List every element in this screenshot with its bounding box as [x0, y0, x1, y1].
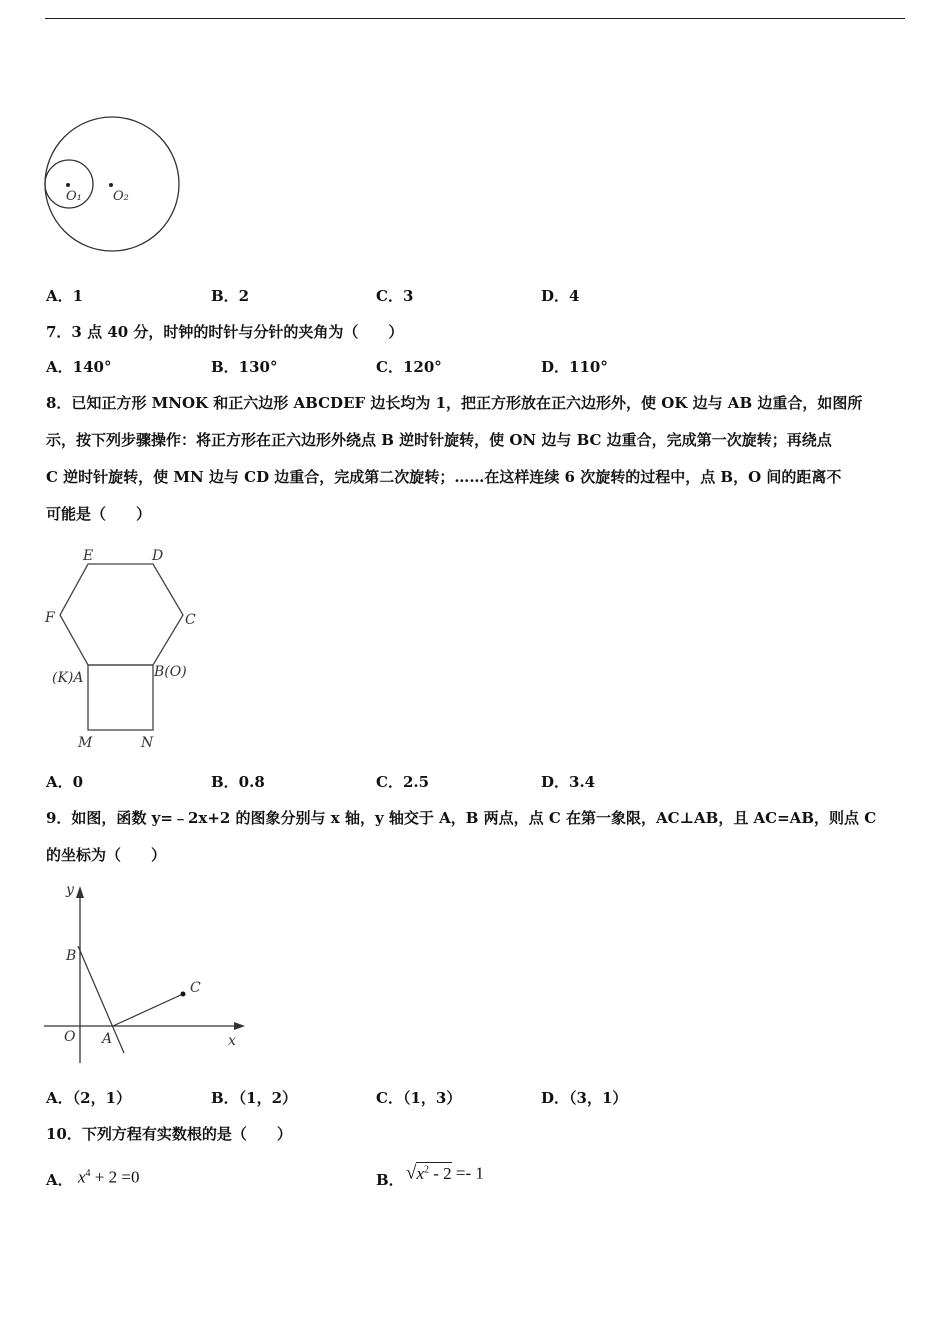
q10-a-rest: + 2 =0 [90, 1167, 140, 1187]
q10-b-rest: =- 1 [451, 1163, 484, 1183]
label-n: N [141, 735, 154, 751]
line-ab [78, 946, 124, 1053]
q10-b-radicand [416, 1162, 451, 1183]
q7-option-c[interactable]: C．120° [376, 358, 442, 376]
q10-a-var: x [78, 1167, 86, 1187]
q9-stem-line-1: 9．如图，函数 y=﹣2x+2 的图象分别与 x 轴，y 轴交于 A，B 两点，点 C 在第一象限，AC⊥AB，且 AC=AB，则点 C [46, 809, 877, 827]
q10-b-var: x [416, 1163, 424, 1183]
q9-option-a[interactable]: A．（2，1） [46, 1089, 132, 1107]
label-a: A [102, 1031, 113, 1047]
q10-a-exp: 4 [85, 1168, 91, 1179]
label-y: y [66, 882, 74, 898]
q8-hexagon-square-figure [40, 540, 210, 755]
q7-option-a[interactable]: A．140° [46, 358, 112, 376]
q7-stem: 7．3 点 40 分，时钟的时针与分针的夹角为（ ） [46, 323, 404, 341]
label-f: F [45, 610, 55, 626]
label-c: C [185, 612, 196, 628]
label-o2: O₂ [113, 189, 129, 204]
q6-option-a[interactable]: A．1 [46, 287, 84, 305]
y-axis-arrow [76, 886, 84, 898]
q9-option-b[interactable]: B．（1，2） [211, 1089, 298, 1107]
label-x: x [228, 1033, 236, 1049]
radical-sign-icon: √ [406, 1162, 417, 1184]
label-b: B(O) [154, 664, 187, 680]
x-axis-arrow [234, 1022, 245, 1030]
q8-option-b[interactable]: B．0.8 [211, 773, 265, 791]
q10-option-a-label[interactable]: A． [46, 1171, 73, 1189]
segment-ac [113, 994, 183, 1026]
q8-stem-line-4: 可能是（ ） [46, 505, 152, 523]
label-d: D [152, 548, 164, 564]
q7-option-b[interactable]: B．130° [211, 358, 278, 376]
q8-stem-line-3: C 逆时针旋转，使 MN 边与 CD 边重合，完成第二次旋转；……在这样连续 6 次旋转的过程中，点 B，O 间的距离不 [46, 468, 842, 486]
square [88, 665, 153, 730]
q10-option-a-equation [78, 1164, 139, 1188]
q6-option-c[interactable]: C．3 [376, 287, 414, 305]
q10-option-b-equation [406, 1160, 484, 1184]
header-rule [45, 18, 905, 19]
q10-b-radrest: - 2 [428, 1163, 452, 1183]
q10-option-b-label[interactable]: B． [376, 1171, 404, 1189]
label-c: C [190, 980, 201, 996]
q6-circles-figure [40, 110, 190, 260]
point-o2 [109, 183, 113, 187]
q10-stem: 10．下列方程有实数根的是（ ） [46, 1125, 292, 1143]
q9-coordinate-figure [40, 878, 255, 1068]
label-m: M [78, 735, 93, 751]
q9-option-c[interactable]: C．（1，3） [376, 1089, 462, 1107]
label-a: (K)A [52, 670, 84, 686]
q6-option-b[interactable]: B．2 [211, 287, 250, 305]
q9-option-d[interactable]: D．（3，1） [541, 1089, 628, 1107]
q8-stem-line-2: 示，按下列步骤操作：将正方形在正六边形外绕点 B 逆时针旋转，使 ON 边与 BC 边重合，完成第一次旋转；再绕点 [46, 431, 832, 449]
label-e: E [83, 548, 94, 564]
label-o1: O₁ [66, 189, 82, 204]
q6-option-d[interactable]: D．4 [541, 287, 580, 305]
q8-option-a[interactable]: A．0 [46, 773, 84, 791]
label-o: O [64, 1029, 76, 1045]
q8-option-d[interactable]: D．3.4 [541, 773, 596, 791]
q7-option-d[interactable]: D．110° [541, 358, 608, 376]
point-o1 [66, 183, 70, 187]
point-c [181, 992, 186, 997]
q10-b-exp: 2 [423, 1164, 429, 1175]
q8-option-c[interactable]: C．2.5 [376, 773, 430, 791]
q9-stem-line-2: 的坐标为（ ） [46, 846, 167, 864]
q8-stem-line-1: 8．已知正方形 MNOK 和正六边形 ABCDEF 边长均为 1，把正方形放在正六边形外，使 OK 边与 AB 边重合，如图所 [46, 394, 863, 412]
label-b: B [66, 948, 77, 964]
hexagon [60, 564, 183, 665]
